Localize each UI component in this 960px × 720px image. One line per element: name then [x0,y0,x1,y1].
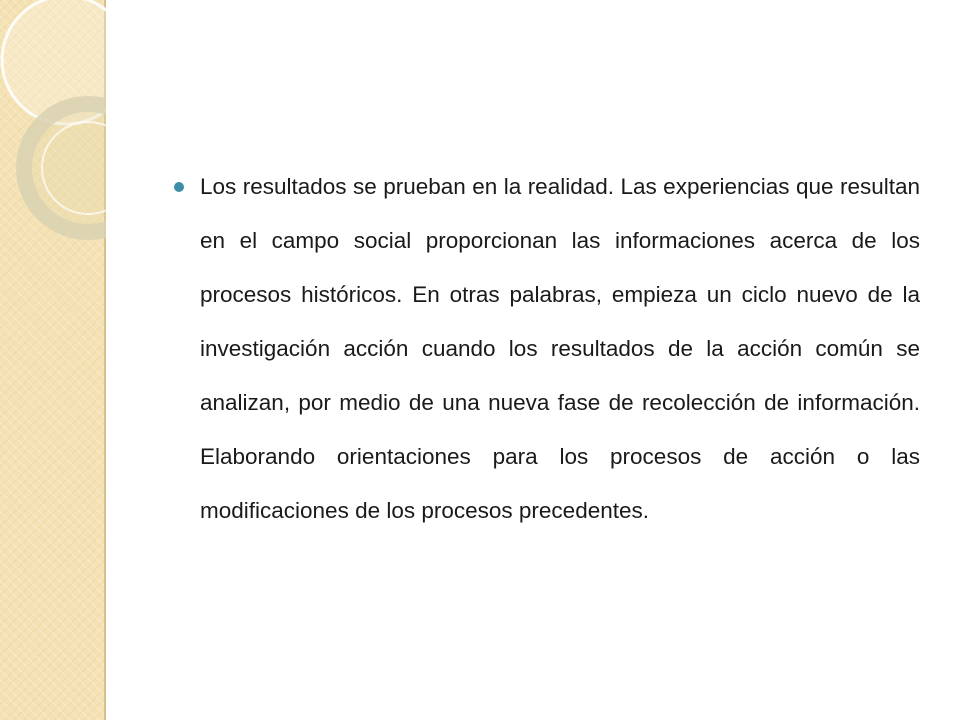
bullet-text: Los resultados se prueban en la realidad. Las experiencias que resultan en el campo social proporcionan las informaciones acerca de los procesos históricos. En otras palabras, empieza un ciclo nuevo de la investigación acción cuando los resultados de la acción común se analizan, por medio de una nueva fase de recolección de información. Elaborando orientaciones para los procesos de acción o las modificaciones de los procesos precedentes. [200,174,920,523]
content-bullet-list [160,160,920,538]
bullet-item [160,160,920,538]
circle-ornament-icon [0,0,106,720]
decorative-side-panel [0,0,106,720]
bullet-dot-icon [174,182,184,192]
